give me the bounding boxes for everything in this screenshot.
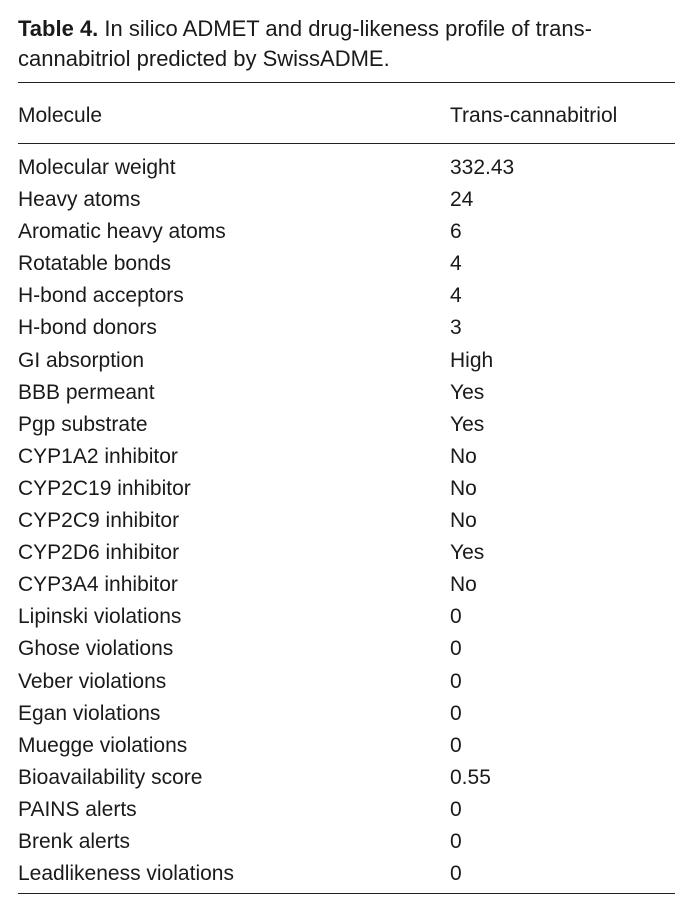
- property-name-cell: H-bond donors: [18, 316, 157, 340]
- property-value-cell: 0.55: [450, 765, 491, 789]
- property-name-cell: Veber violations: [18, 669, 167, 693]
- property-name-cell: PAINS alerts: [18, 797, 137, 821]
- table-row: [18, 537, 675, 569]
- table-bottom-rule: [18, 893, 675, 894]
- table-row: [18, 184, 675, 216]
- property-value-cell: 6: [450, 220, 462, 244]
- property-name-cell: GI absorption: [18, 348, 145, 372]
- property-value-cell: Yes: [450, 380, 485, 404]
- property-value-cell: Yes: [450, 412, 485, 436]
- property-name-cell: Heavy atoms: [18, 188, 141, 212]
- property-value-cell: High: [450, 348, 494, 372]
- table-row: [18, 377, 675, 409]
- property-name-cell: Molecular weight: [18, 156, 176, 179]
- property-name-cell: Muegge violations: [18, 733, 188, 757]
- property-value-cell: 0: [450, 701, 462, 725]
- table-body: [18, 152, 675, 890]
- property-value-cell: No: [450, 444, 477, 468]
- table-row: [18, 730, 675, 762]
- table-row: [18, 666, 675, 698]
- table-row: [18, 633, 675, 665]
- table-caption-label: Table 4.: [18, 16, 99, 41]
- table-row: [18, 858, 675, 890]
- property-name-cell: CYP2C19 inhibitor: [18, 476, 191, 500]
- table-row: [18, 473, 675, 505]
- property-name-cell: Egan violations: [18, 701, 161, 725]
- property-name-cell: CYP2C9 inhibitor: [18, 509, 180, 533]
- table-row: [18, 409, 675, 441]
- table-row: [18, 569, 675, 601]
- property-value-cell: 4: [450, 252, 462, 276]
- property-value-cell: 3: [450, 316, 462, 340]
- property-name-cell: CYP3A4 inhibitor: [18, 573, 178, 597]
- property-value-cell: 0: [450, 733, 462, 757]
- table-row: [18, 826, 675, 858]
- property-value-cell: No: [450, 476, 477, 500]
- table-row: [18, 152, 675, 184]
- property-name-cell: Bioavailability score: [18, 765, 203, 789]
- property-value-cell: 0: [450, 669, 462, 693]
- property-value-cell: 24: [450, 188, 474, 212]
- property-value-cell: 332.43: [450, 156, 515, 179]
- property-name-cell: CYP2D6 inhibitor: [18, 541, 180, 565]
- property-name-cell: Brenk alerts: [18, 829, 131, 853]
- property-value-cell: No: [450, 573, 477, 597]
- table-header-rule: [18, 143, 675, 144]
- table-row: [18, 601, 675, 633]
- table-row: [18, 312, 675, 344]
- table-header-compound: Trans-cannabitriol: [450, 104, 618, 127]
- property-name-cell: Lipinski violations: [18, 605, 182, 629]
- table-header-row: [18, 100, 675, 132]
- property-value-cell: 4: [450, 284, 462, 308]
- table-top-rule: [18, 82, 675, 83]
- property-value-cell: No: [450, 509, 477, 533]
- table-row: [18, 248, 675, 280]
- table-row: [18, 698, 675, 730]
- table-row: [18, 762, 675, 794]
- table-header-molecule: Molecule: [18, 104, 103, 127]
- property-name-cell: H-bond acceptors: [18, 284, 184, 308]
- property-value-cell: Yes: [450, 541, 485, 565]
- table-row: [18, 794, 675, 826]
- property-value-cell: 0: [450, 862, 462, 886]
- property-name-cell: Aromatic heavy atoms: [18, 220, 226, 244]
- table-row: [18, 280, 675, 312]
- property-name-cell: CYP1A2 inhibitor: [18, 444, 178, 468]
- property-name-cell: Ghose violations: [18, 637, 174, 661]
- property-value-cell: 0: [450, 829, 462, 853]
- property-name-cell: Rotatable bonds: [18, 252, 171, 276]
- property-name-cell: BBB permeant: [18, 380, 155, 404]
- property-value-cell: 0: [450, 637, 462, 661]
- property-name-cell: Leadlikeness violations: [18, 862, 234, 886]
- table-row: [18, 505, 675, 537]
- property-value-cell: 0: [450, 797, 462, 821]
- table-row: [18, 441, 675, 473]
- table-caption: [18, 14, 668, 74]
- property-name-cell: Pgp substrate: [18, 412, 148, 436]
- table-caption-text: In silico ADMET and drug-likeness profile of trans-cannabitriol predicted by SwissADME.: [18, 16, 592, 71]
- table-row: [18, 216, 675, 248]
- table-row: [18, 345, 675, 377]
- property-value-cell: 0: [450, 605, 462, 629]
